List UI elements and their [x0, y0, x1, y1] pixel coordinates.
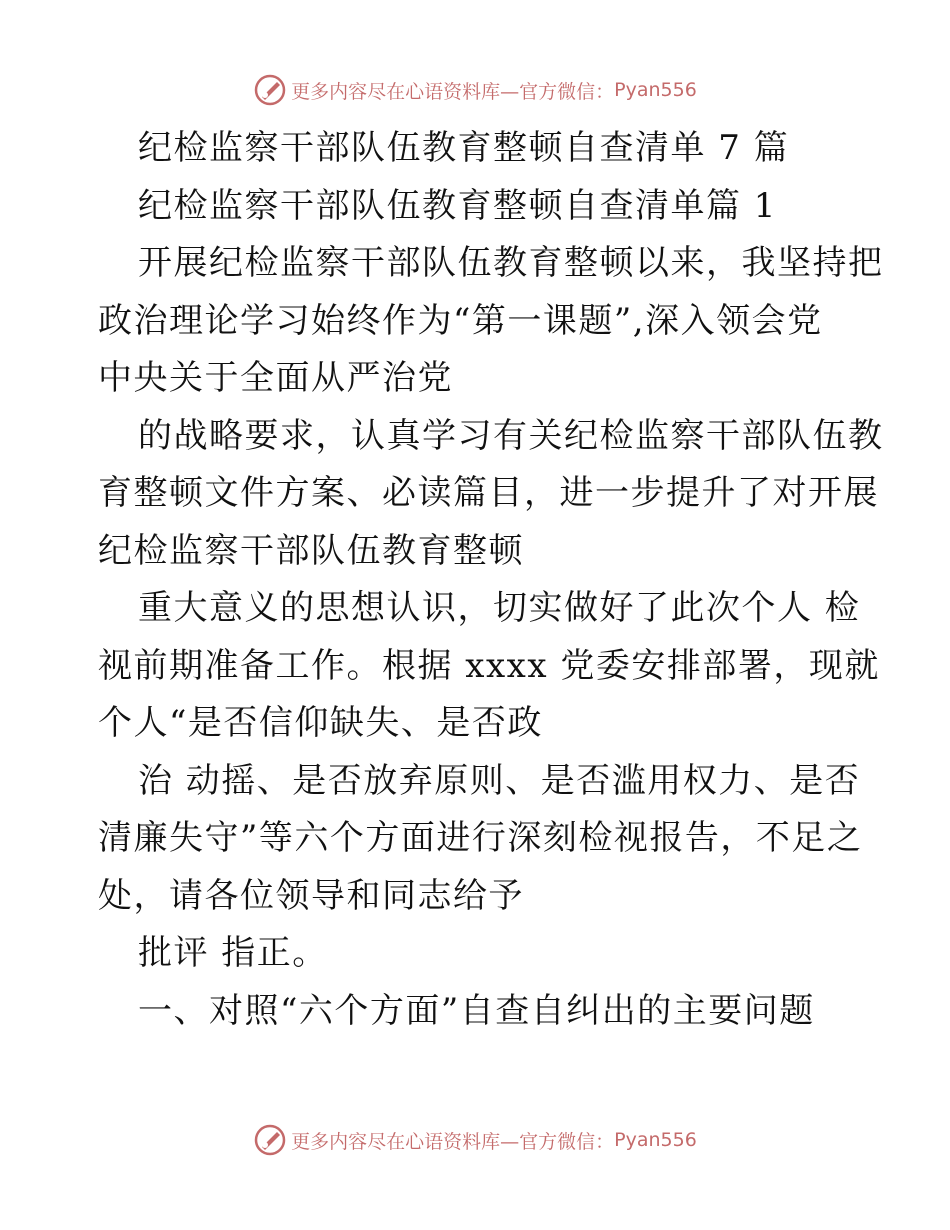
paragraph-line: 清廉失守”等六个方面进行深刻检视报告，不足之 [98, 818, 863, 858]
watermark-text: 更多内容尽在心语资料库—官方微信： [291, 80, 615, 103]
paragraph-line: 中央关于全面从严治党 [98, 358, 453, 398]
paragraph-line: 治 动摇、是否放弃原则、是否滥用权力、是否 [138, 760, 861, 801]
logo-icon [253, 73, 287, 107]
watermark-text: 更多内容尽在心语资料库—官方微信： [291, 1130, 615, 1153]
watermark-wechat-id: Pyan556 [614, 1129, 697, 1151]
paragraph-line: 政治理论学习始终作为“第一课题”,深入领会党 [98, 300, 823, 341]
doc-title: 纪检监察干部队伍教育整顿自查清单 7 篇 [138, 128, 790, 168]
paragraph-line: 处，请各位领导和同志给予 [98, 875, 524, 916]
watermark-wechat-id: Pyan556 [614, 79, 697, 101]
document-body [98, 120, 884, 1040]
logo-icon [253, 1123, 287, 1157]
paragraph-line: 个人“是否信仰缺失、是否政 [98, 703, 543, 743]
paragraph-line: 批评 指正。 [138, 933, 328, 973]
paragraph-line: 开展纪检监察干部队伍教育整顿以来，我坚持把 [138, 243, 884, 283]
paragraph-line: 重大意义的思想认识，切实做好了此次个人 检 [138, 588, 861, 628]
subsection-heading: 一、对照“六个方面”自查自纠出的主要问题 [138, 990, 815, 1031]
paragraph-line: 的战略要求，认真学习有关纪检监察干部队伍教 [138, 415, 884, 456]
header-watermark [0, 70, 950, 110]
section-heading: 纪检监察干部队伍教育整顿自查清单篇 1 [138, 185, 777, 226]
paragraph-line: 育整顿文件方案、必读篇目，进一步提升了对开展 [98, 473, 879, 513]
paragraph-line: 纪检监察干部队伍教育整顿 [98, 530, 524, 571]
paragraph-line: 视前期准备工作。根据 xxxx 党委安排部署，现就 [98, 645, 880, 686]
footer-watermark [0, 1120, 950, 1160]
